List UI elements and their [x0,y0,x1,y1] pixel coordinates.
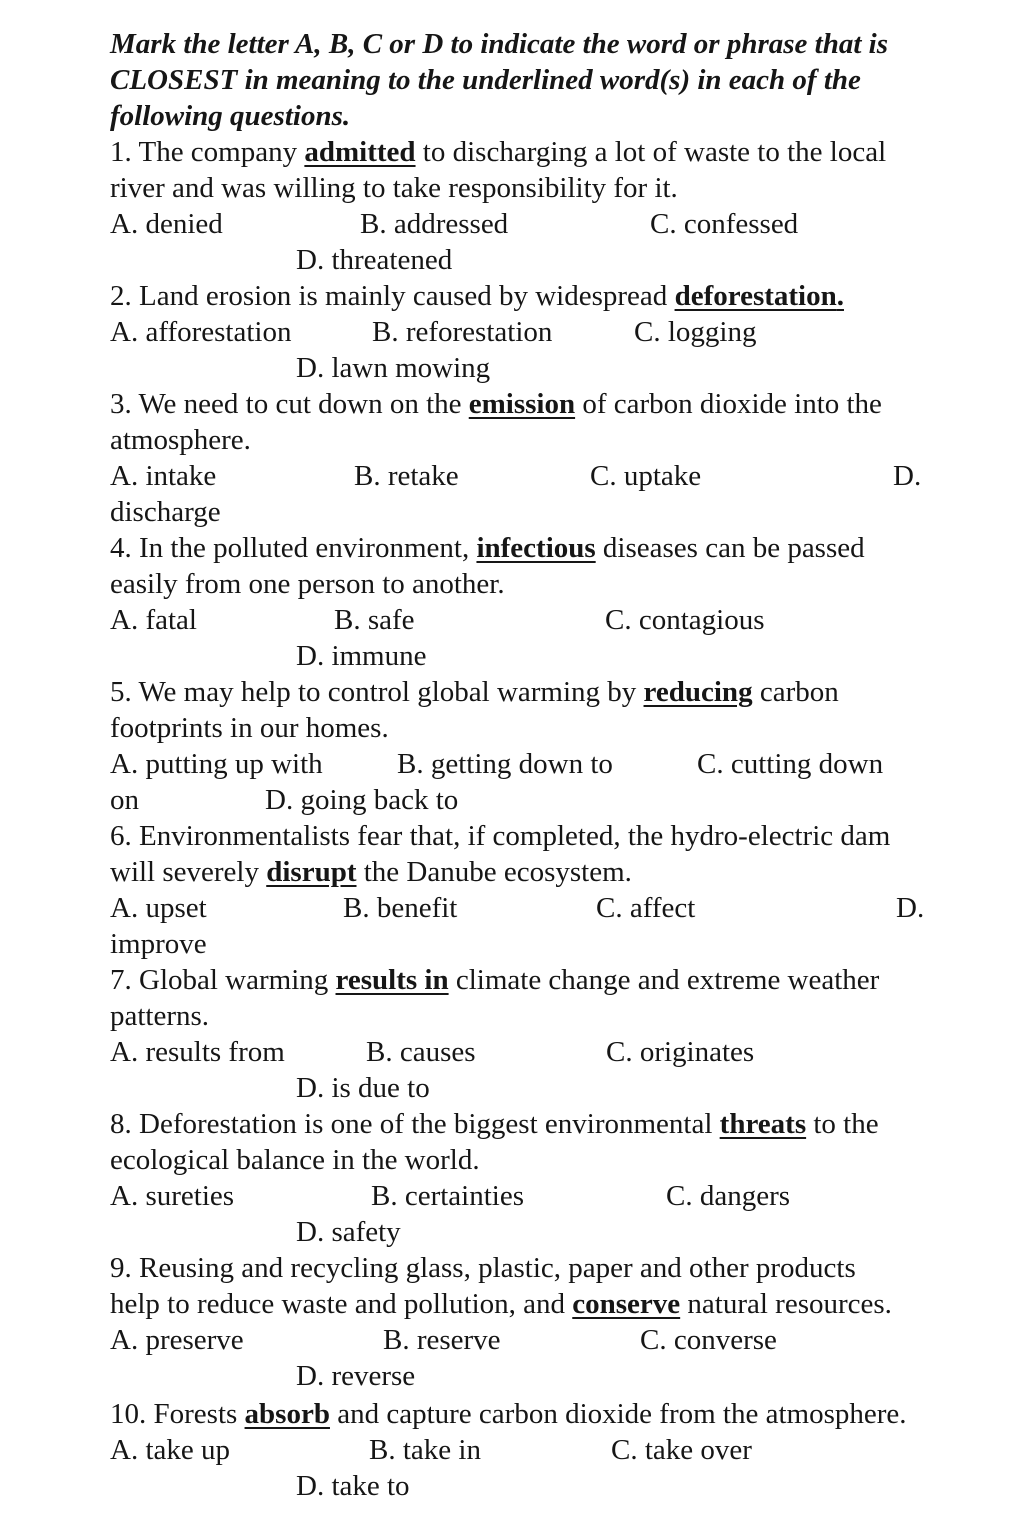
question-7-stem [110,962,879,998]
question-3-option-d-text[interactable]: discharge [110,496,221,528]
question-9-stem-line-2 [110,1286,892,1322]
question-1-text-end: to discharging a lot of waste to the local [415,136,887,168]
question-4-stem [110,530,865,566]
question-5-option-d[interactable]: D. going back to [265,784,459,816]
question-5-option-b[interactable]: B. getting down to [397,748,613,780]
question-8-text-end: to the [806,1108,879,1140]
question-6-text: will severely [110,856,267,888]
instructions-line-3: following questions. [110,100,351,132]
question-10-text-end: and capture carbon dioxide from the atmosphere. [329,1398,907,1430]
question-3-option-b[interactable]: B. retake [354,460,459,492]
question-10-option-c[interactable]: C. take over [611,1434,752,1466]
question-5-option-a[interactable]: A. putting up with [110,748,323,780]
question-7-stem-line-2: patterns. [110,1000,210,1032]
question-8-text: 8. Deforestation is one of the biggest environmental [110,1108,720,1140]
question-6-option-a[interactable]: A. upset [110,892,207,924]
question-6-stem: 6. Environmentalists fear that, if completed, the hydro-electric dam [110,820,891,852]
question-6-option-c[interactable]: C. affect [596,892,696,924]
question-9-option-c[interactable]: C. converse [640,1324,777,1356]
question-6-option-d-letter[interactable]: D. [896,892,925,924]
question-5-text: 5. We may help to control global warming by [110,676,644,708]
question-6-text-end: the Danube ecosystem. [356,856,632,888]
question-10-option-d[interactable]: D. take to [296,1470,410,1502]
question-7-option-b[interactable]: B. causes [366,1036,476,1068]
question-6-option-d-text[interactable]: improve [110,928,207,960]
question-1-option-b[interactable]: B. addressed [360,208,509,240]
question-4-option-a[interactable]: A. fatal [110,604,197,636]
question-3-stem-line-2: atmosphere. [110,424,251,456]
question-2-text: 2. Land erosion is mainly caused by widespread [110,280,675,312]
question-9-option-b[interactable]: B. reserve [383,1324,501,1356]
question-5-option-c-continued[interactable]: on [110,784,139,816]
question-5-stem-line-2: footprints in our homes. [110,712,389,744]
question-7-text-end: climate change and extreme weather [448,964,880,996]
question-3-keyword: emission [468,388,576,420]
question-2-stem [110,278,844,314]
question-5-keyword: reducing [643,676,753,708]
question-5-option-c[interactable]: C. cutting down [697,748,884,780]
question-8-stem-line-2: ecological balance in the world. [110,1144,480,1176]
question-3-option-a[interactable]: A. intake [110,460,217,492]
question-8-stem [110,1106,879,1142]
question-1-keyword: admitted [304,136,416,168]
question-7-option-d[interactable]: D. is due to [296,1072,430,1104]
question-7-option-c[interactable]: C. originates [606,1036,755,1068]
question-6-keyword: disrupt [266,856,357,888]
question-5-text-end: carbon [752,676,839,708]
question-4-option-c[interactable]: C. contagious [605,604,765,636]
question-8-option-a[interactable]: A. sureties [110,1180,235,1212]
question-1-stem-line-2: river and was willing to take responsibility for it. [110,172,678,204]
question-8-option-b[interactable]: B. certainties [371,1180,525,1212]
question-9-option-d[interactable]: D. reverse [296,1360,416,1392]
question-2-option-d[interactable]: D. lawn mowing [296,352,491,384]
question-3-stem [110,386,882,422]
question-4-option-d[interactable]: D. immune [296,640,427,672]
question-7-option-a[interactable]: A. results from [110,1036,285,1068]
question-2-option-a[interactable]: A. afforestation [110,316,292,348]
question-10-option-b[interactable]: B. take in [369,1434,481,1466]
question-6-option-b[interactable]: B. benefit [343,892,458,924]
question-9-text-end: natural resources. [680,1288,892,1320]
question-4-option-b[interactable]: B. safe [334,604,415,636]
question-8-option-d[interactable]: D. safety [296,1216,401,1248]
question-2-keyword: deforestation. [674,280,844,312]
question-9-stem: 9. Reusing and recycling glass, plastic, paper and other products [110,1252,856,1284]
question-5-stem [110,674,839,710]
question-3-text: 3. We need to cut down on the [110,388,469,420]
question-10-keyword: absorb [244,1398,330,1430]
question-9-text: help to reduce waste and pollution, and [110,1288,573,1320]
question-1-option-c[interactable]: C. confessed [650,208,799,240]
question-8-option-c[interactable]: C. dangers [666,1180,791,1212]
question-9-keyword: conserve [572,1288,681,1320]
question-9-option-a[interactable]: A. preserve [110,1324,244,1356]
instructions-line-1: Mark the letter A, B, C or D to indicate the word or phrase that is [110,28,888,60]
question-1-option-a[interactable]: A. denied [110,208,223,240]
instructions-line-2: CLOSEST in meaning to the underlined word(s) in each of the [110,64,861,96]
question-4-text-end: diseases can be passed [595,532,865,564]
question-4-keyword: infectious [476,532,596,564]
question-1-text: 1. The company [110,136,305,168]
question-6-stem-line-2 [110,854,632,890]
question-2-option-b[interactable]: B. reforestation [372,316,553,348]
question-3-text-end: of carbon dioxide into the [575,388,882,420]
question-4-text: 4. In the polluted environment, [110,532,477,564]
question-10-text: 10. Forests [110,1398,245,1430]
question-3-option-c[interactable]: C. uptake [590,460,702,492]
question-2-option-c[interactable]: C. logging [634,316,757,348]
question-8-keyword: threats [719,1108,807,1140]
question-10-stem [110,1396,907,1432]
question-3-option-d-letter[interactable]: D. [893,460,922,492]
question-7-keyword: results in [335,964,449,996]
question-4-stem-line-2: easily from one person to another. [110,568,505,600]
question-10-option-a[interactable]: A. take up [110,1434,230,1466]
question-1-option-d[interactable]: D. threatened [296,244,453,276]
question-7-text: 7. Global warming [110,964,336,996]
question-1-stem [110,134,886,170]
